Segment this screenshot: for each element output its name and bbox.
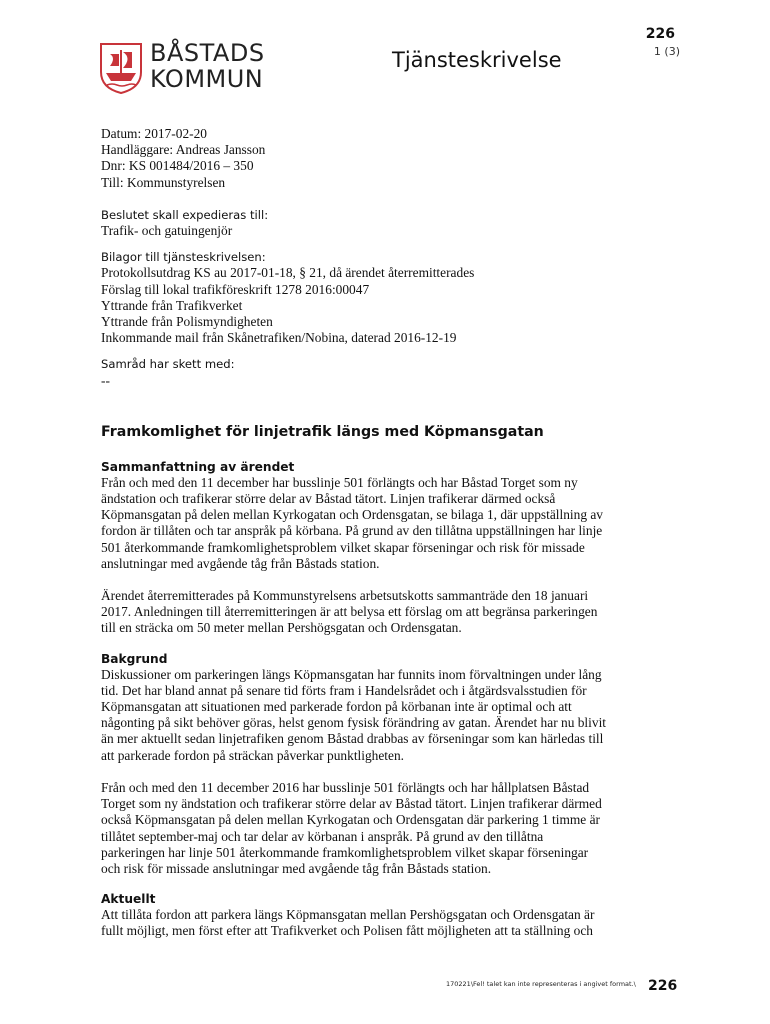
bilaga-item: Protokollsutdrag KS au 2017-01-18, § 21, då ärendet återremitterades: [101, 265, 475, 281]
paragraph-line: tid. Det har bland annat på senare tid förts fram i Handelsrådet och i åtgärdsvalsstudien för: [101, 682, 587, 698]
samrad-value: --: [101, 372, 110, 388]
paragraph-line: Köpmansgatan att situationen med parkerade fordon på körbanan inte är optimal och att: [101, 699, 572, 715]
document-body: [101, 126, 681, 940]
paragraph-line: Torget som ny ändstation och trafikerar större delar av Båstad tätort. Linjen trafikerar därmed: [101, 796, 602, 812]
sammanfattning-heading: Sammanfattning av ärendet: [101, 459, 295, 474]
logo-text: [150, 40, 265, 92]
paragraph-line: 501 återkommande framkomlighetsproblem vilket skapar förseningar och risk för missade: [101, 539, 585, 555]
paragraph-line: Från och med den 11 december 2016 har busslinje 501 förlängts och har hållplatsen Båstad: [101, 779, 590, 795]
paragraph-line: Från och med den 11 december har busslinje 501 förlängts och har Båstad Torget som ny: [101, 474, 578, 490]
meta-dnr: Dnr: KS 001484/2016 – 350: [101, 158, 254, 174]
bilagor-label: Bilagor till tjänsteskrivelsen:: [101, 250, 266, 265]
paragraph-line: fordon är tillåten och tar anspråk på körbana. På grund av den tillåtna uppställningen har linje: [101, 523, 603, 539]
paragraph-line: Ärendet återremitterades på Kommunstyrelsens arbetsutskotts sammanträde den 18 januari: [101, 588, 589, 604]
meta-handlaggare: Handläggare: Andreas Jansson: [101, 142, 266, 158]
paragraph-line: än mer aktuellt sedan linjetrafiken genom Båstad drabbas av förseningar som kan härledas till: [101, 731, 604, 747]
paragraph-line: någonting på sikt behöver göras, helst genom fysisk förändring av gatan. Ärendet har nu blivit: [101, 715, 607, 731]
page-of-count: 1 (3): [653, 45, 680, 58]
paragraph-line: fullt möjligt, men först efter att Trafikverket och Polisen fått möjligheten att ta ställning och: [101, 923, 594, 939]
expediering-value: Trafik- och gatuingenjör: [101, 223, 233, 239]
aktuellt-heading: Aktuellt: [101, 892, 156, 907]
paragraph-line: ändstation och trafikerar större delar av Båstad tätort. Linjen trafikerar därmed också: [101, 491, 556, 507]
expediering-label: Beslutet skall expedieras till:: [101, 207, 269, 222]
paragraph-line: Diskussioner om parkeringen längs Köpmansgatan har funnits inom förvaltningen under lång: [101, 666, 602, 682]
footer-page-number: 226: [648, 978, 678, 994]
bakgrund-paragraph-2: [101, 780, 681, 877]
municipality-logo: [98, 40, 298, 96]
paragraph-line: 2017. Anledningen till återremitteringen är att belysa ett förslag om att begränsa parkeringen: [101, 604, 598, 620]
meta-till: Till: Kommunstyrelsen: [101, 174, 226, 190]
paragraph-line: att parkerade fordon på sträckan påverkar punktligheten.: [101, 747, 405, 763]
document-type-title: Tjänsteskrivelse: [392, 48, 562, 72]
samrad-label: Samråd har skett med:: [101, 357, 235, 372]
page-number: 226: [645, 26, 675, 42]
paragraph-line: tillåtet september-maj och tar delar av körbanan i anspråk. På grund av den tillåtna: [101, 828, 544, 844]
paragraph-line: anslutningar med avgående tåg från Båstads station.: [101, 555, 380, 571]
paragraph-line: till en sträcka om 50 meter mellan Pershögsgatan och Ordensgatan.: [101, 620, 462, 636]
meta-datum: Datum: 2017-02-20: [101, 126, 207, 141]
paragraph-line: Att tillåta fordon att parkera längs Köpmansgatan mellan Pershögsgatan och Ordensgatan är: [101, 907, 595, 923]
paragraph-line: Köpmansgatan på delen mellan Kyrkogatan och Ordensgatan, se bilaga 1, där uppställning av: [101, 507, 603, 523]
sammanfattning-paragraph-1: [101, 475, 681, 572]
bilaga-item: Yttrande från Trafikverket: [101, 297, 243, 313]
aktuellt-paragraph-1: [101, 907, 681, 939]
paragraph-line: parkeringen har linje 501 återkommande framkomlighetsproblem vilket skapar förseningar: [101, 844, 589, 860]
paragraph-line: också Köpmansgatan på delen mellan Kyrkogatan och Ordensgatan där parkering 1 timme är: [101, 812, 600, 828]
bakgrund-paragraph-1: [101, 667, 681, 764]
bilaga-item: Förslag till lokal trafikföreskrift 1278 2016:00047: [101, 281, 370, 297]
logo-line-2: KOMMUN: [150, 65, 264, 93]
paragraph-line: och risk för missade anslutningar med avgående tåg från Båstads station.: [101, 860, 492, 876]
sammanfattning-paragraph-2: [101, 588, 681, 637]
bakgrund-heading: Bakgrund: [101, 651, 168, 666]
bilaga-item: Yttrande från Polismyndigheten: [101, 314, 273, 330]
footer-reference: 170221\Fel! talet kan inte representeras i angivet format.\: [446, 980, 636, 988]
bilaga-item: Inkommande mail från Skånetrafiken/Nobina, daterad 2016-12-19: [101, 330, 457, 346]
ship-coat-of-arms-icon: [98, 42, 144, 94]
logo-line-1: BÅSTADS: [150, 39, 265, 67]
document-title: Framkomlighet för linjetrafik längs med Köpmansgatan: [101, 423, 544, 440]
